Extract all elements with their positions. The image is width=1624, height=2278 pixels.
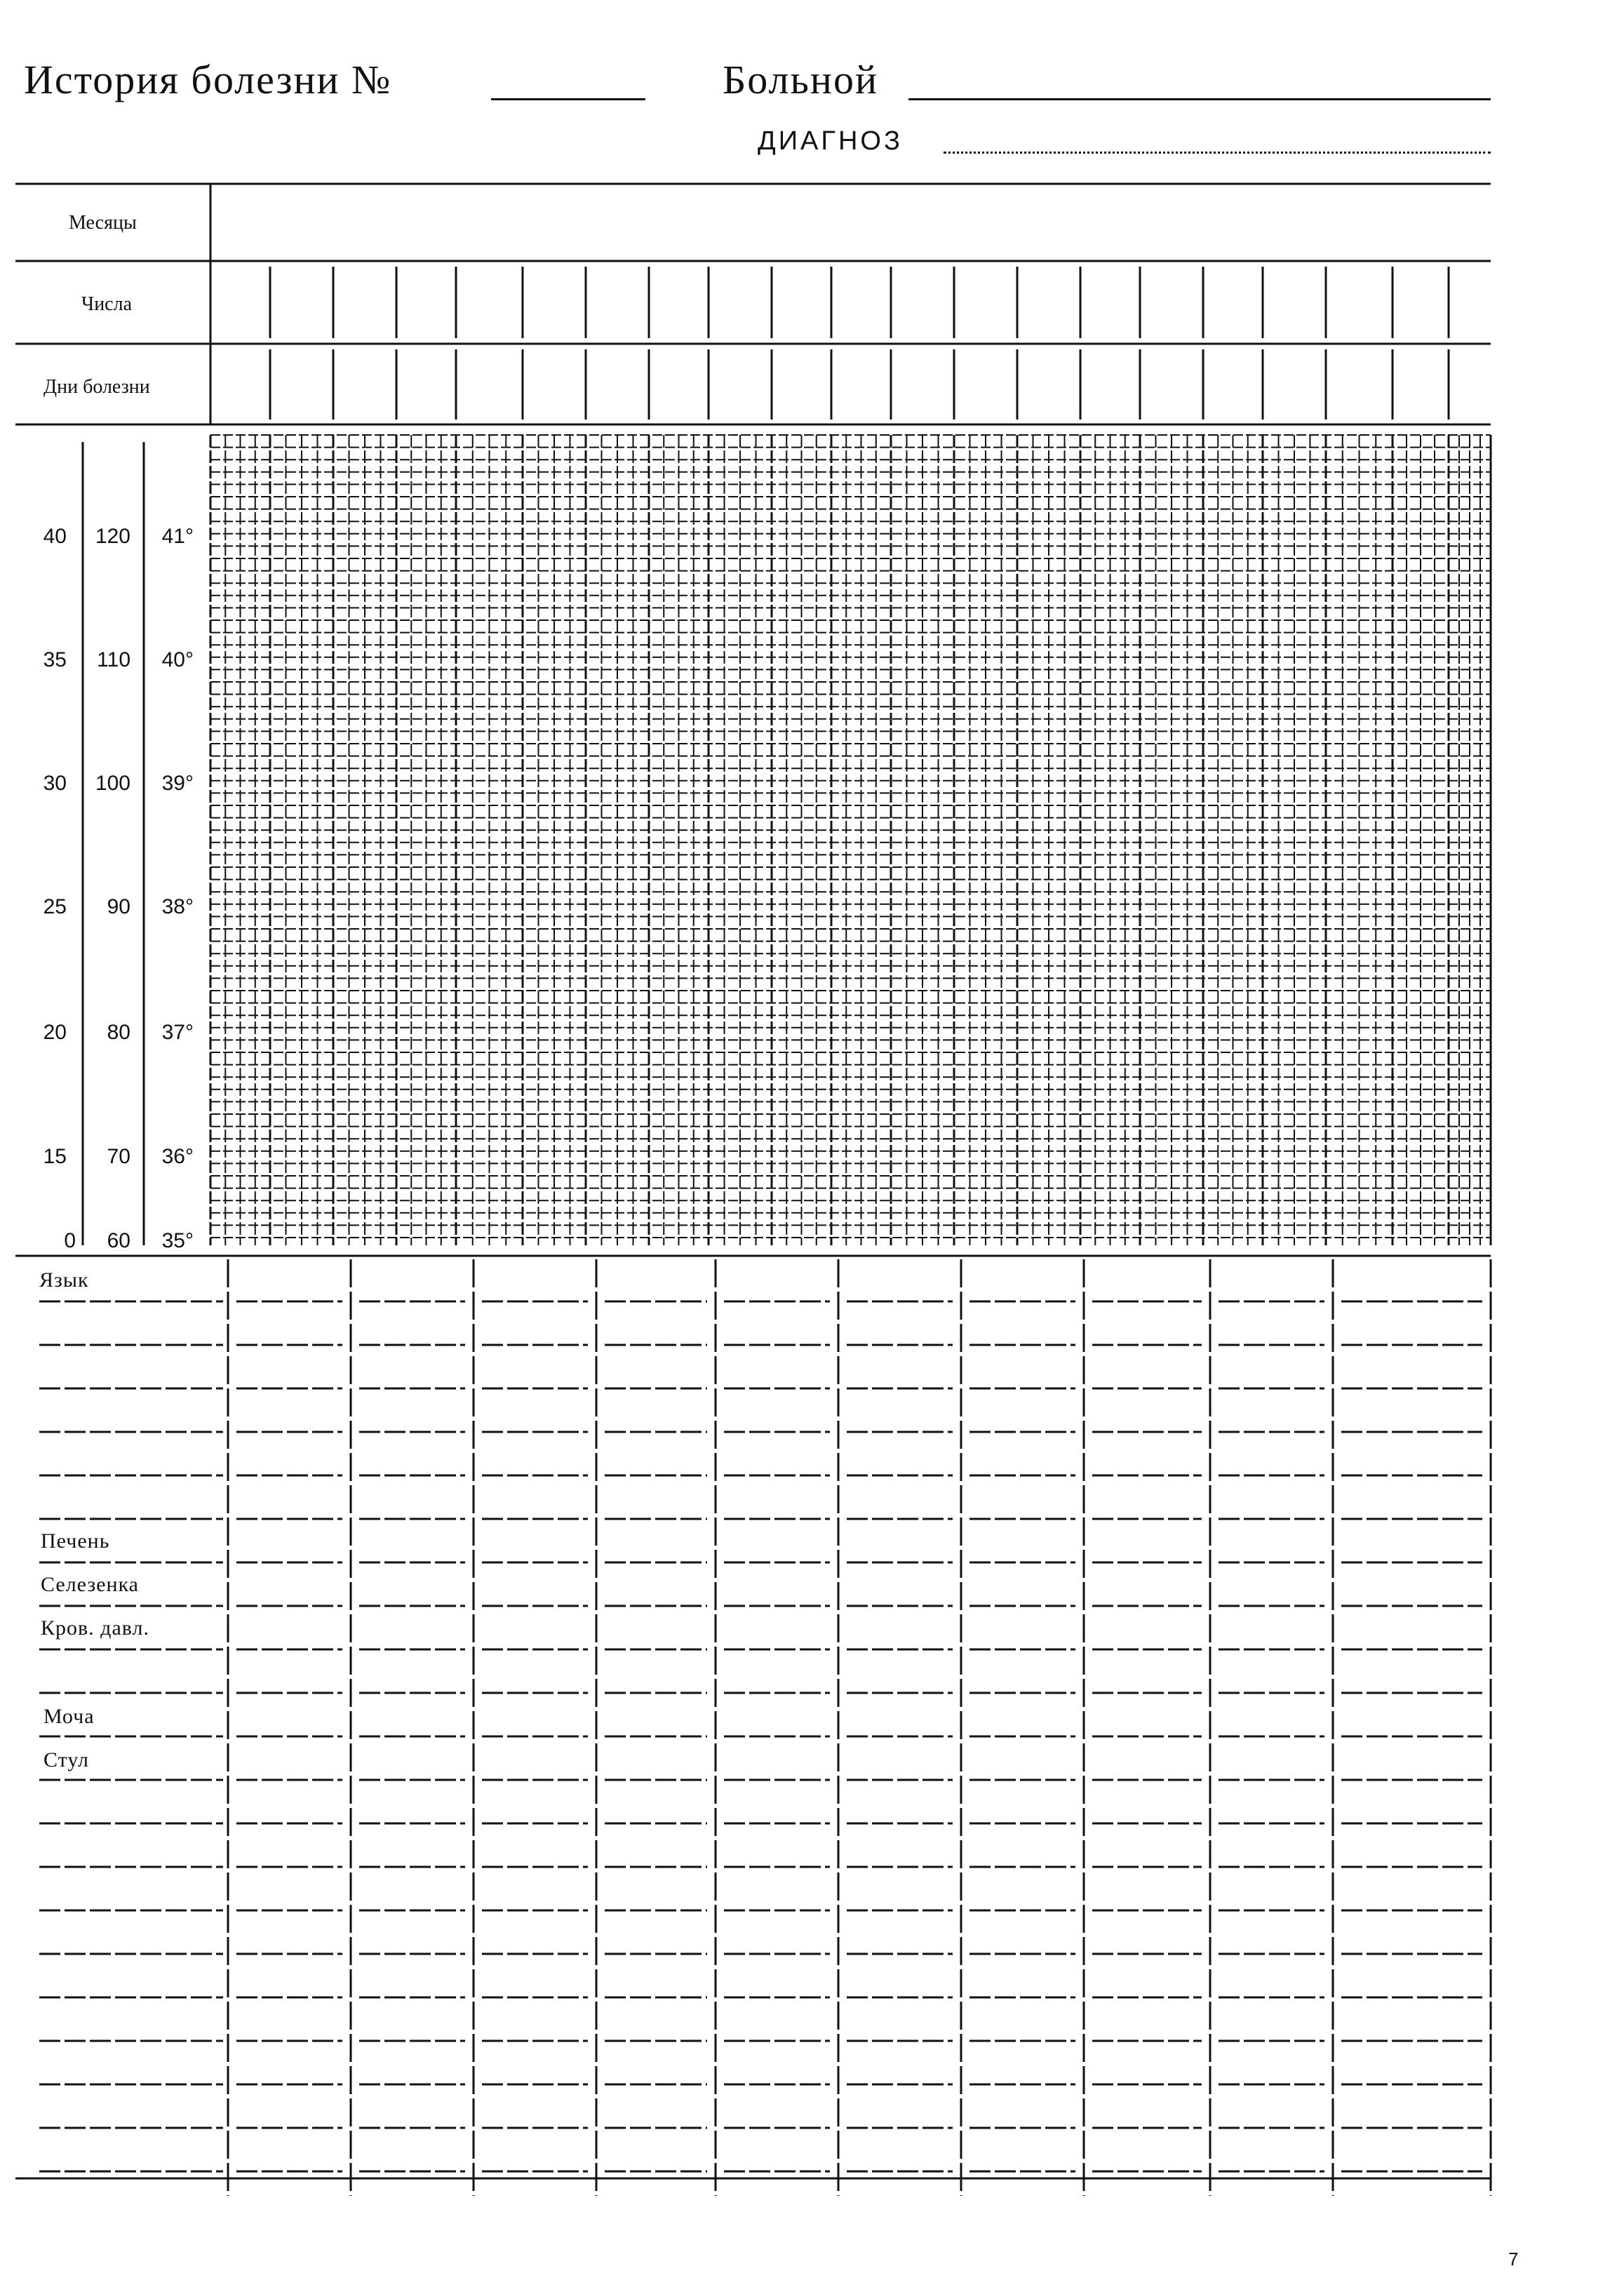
respiration-tick: 30 (43, 772, 67, 795)
disease-days-label: Дни болезни (43, 376, 150, 398)
temperature-tick: 35° (161, 1229, 194, 1252)
diagnosis-label: ДИАГНОЗ (758, 126, 903, 156)
pulse-tick: 70 (107, 1145, 130, 1168)
respiration-tick: 35 (43, 648, 67, 671)
respiration-tick: 25 (43, 895, 67, 918)
respiration-tick: 40 (43, 525, 67, 548)
months-label: Месяцы (69, 212, 137, 234)
temperature-tick: 39° (161, 772, 194, 795)
pulse-tick: 90 (107, 895, 130, 918)
respiration-tick: 15 (43, 1145, 67, 1168)
respiration-tick: 0 (64, 1229, 76, 1252)
temperature-tick: 37° (161, 1021, 194, 1044)
blood-pressure-label: Кров. давл. (41, 1616, 149, 1640)
temperature-tick: 41° (161, 525, 194, 548)
temperature-tick: 40° (161, 648, 194, 671)
urine-label: Моча (43, 1705, 95, 1728)
pulse-tick: 120 (95, 525, 130, 548)
temperature-tick: 38° (161, 895, 194, 918)
pulse-tick: 80 (107, 1021, 130, 1044)
pulse-tick: 60 (107, 1229, 130, 1252)
form-title: История болезни № (24, 57, 392, 102)
spleen-label: Селезенка (41, 1573, 140, 1596)
dates-label: Числа (81, 293, 133, 315)
temperature-tick: 36° (161, 1145, 194, 1168)
stool-label: Стул (43, 1748, 89, 1771)
respiration-tick: 20 (43, 1021, 67, 1044)
patient-label: Больной (723, 57, 879, 102)
pulse-tick: 100 (95, 772, 130, 795)
pulse-tick: 110 (97, 648, 130, 671)
page-number: 7 (1508, 2249, 1519, 2270)
tongue-label: Язык (39, 1268, 89, 1292)
liver-label: Печень (41, 1529, 110, 1553)
